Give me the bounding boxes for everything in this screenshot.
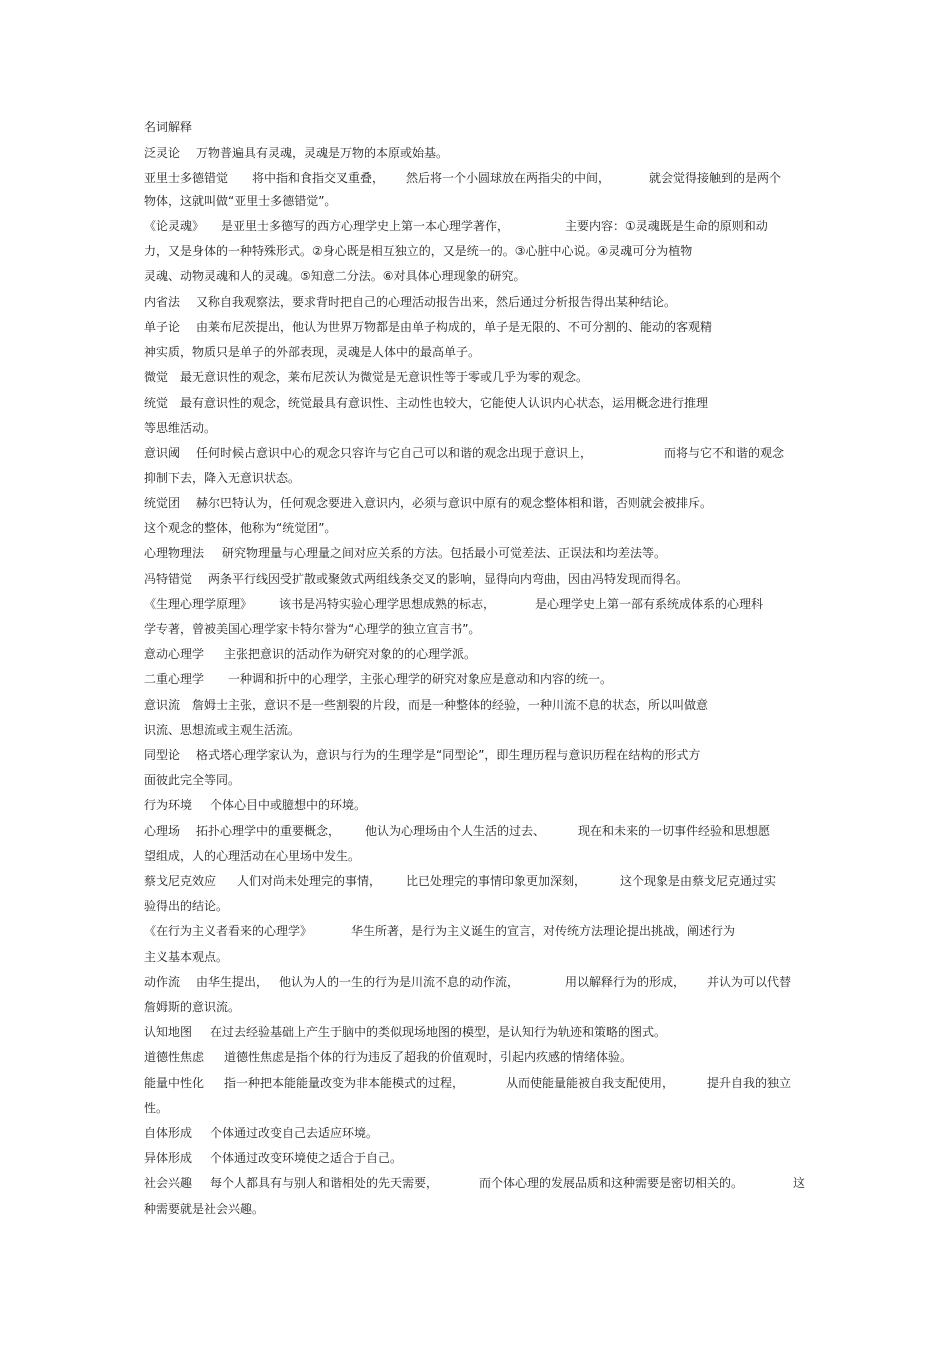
- entry-text: 而个体心理的发展品质和这种需要是密切相关的。: [479, 1176, 744, 1190]
- entry-line-daodexingjiaolv: [144, 1050, 814, 1064]
- section-heading: 名词解释: [144, 120, 193, 134]
- entry-line-xingweihuanjing: [144, 798, 814, 812]
- entry-text: 每个人都具有与别人和谐相处的先天需要，: [210, 1176, 439, 1190]
- entry-term: 识流、思想流或主观生活流。: [144, 723, 301, 737]
- entry-text: 在过去经验基础上产生于脑中的类似现场地图的模型，是认知行为轨迹和策略的图式。: [210, 1025, 667, 1039]
- entry-text: 詹姆士主张，意识不是一些割裂的片段，而是一种整体的经验，一种川流不息的状态，所以叫做意: [192, 698, 709, 712]
- entry-term: 微觉: [144, 370, 169, 384]
- entry-term: 主义基本观点。: [144, 950, 229, 964]
- entry-line-caigeniko-2: [144, 899, 814, 913]
- entry-line-nengliangzhongxinghua-1: [144, 1076, 814, 1090]
- entry-term: 詹姆斯的意识流。: [144, 1000, 241, 1014]
- entry-line-dongzuoliu-1: [144, 975, 814, 989]
- entry-line-tongjue-2: [144, 421, 814, 435]
- entry-term: 学专著，曾被美国心理学家卡特尔誉为“心理学的独立宣言书”。: [144, 622, 481, 636]
- entry-line-weijue: [144, 370, 814, 384]
- entry-line-danzilun-2: [144, 345, 814, 359]
- entry-line-lunlinghun-1: [144, 219, 814, 233]
- entry-text: 个体通过改变环境使之适合于自己。: [210, 1151, 403, 1165]
- entry-text: 两条平行线因受扩散或聚敛式两组线条交叉的影响，显得向内弯曲，因由冯特发现而得名。: [208, 572, 689, 586]
- entry-text: 他认为心理场由个人生活的过去、: [365, 824, 546, 838]
- entry-term: 行为环境: [144, 798, 193, 812]
- entry-term: 动作流: [144, 975, 181, 989]
- entry-term: 这个观念的整体，他称为“统觉团”。: [144, 521, 337, 535]
- entry-term: 冯特错觉: [144, 572, 193, 586]
- entry-line-xinlichang-2: [144, 849, 814, 863]
- entry-text: 这个现象是由蔡戈尼克通过实: [620, 874, 777, 888]
- entry-term: 望组成，人的心理活动在心里场中发生。: [144, 849, 361, 863]
- entry-text: 就会觉得接触到的是两个: [649, 171, 782, 185]
- entry-line-lunlinghun-3: [144, 269, 814, 283]
- entry-term: 意识阈: [144, 446, 181, 460]
- entry-text: 他认为人的一生的行为是川流不息的动作流，: [279, 975, 520, 989]
- entry-text: 研究物理量与心理量之间对应关系的方法。包括最小可觉差法、正误法和均差法等。: [222, 546, 667, 560]
- entry-text: 指一种把本能能量改变为非本能模式的过程，: [224, 1076, 465, 1090]
- entry-line-xinliwulifa: [144, 546, 814, 560]
- entry-line-tongjuetuan-2: [144, 521, 814, 535]
- entry-text: 万物普遍具有灵魂，灵魂是万物的本原或始基。: [196, 146, 449, 160]
- entry-text: 又称自我观察法，要求背时把自己的心理活动报告出来，然后通过分析报告得出某种结论。: [196, 295, 677, 309]
- entry-text: 主张把意识的活动作为研究对象的的心理学派。: [224, 647, 477, 661]
- entry-text: 华生所著，是行为主义诞生的宣言，对传统方法理论提出挑战，阐述行为: [351, 924, 736, 938]
- entry-term: 自体形成: [144, 1126, 193, 1140]
- entry-text: 比已处理完的事情印象更加深刻，: [406, 874, 587, 888]
- entry-text: 提升自我的独立: [707, 1076, 792, 1090]
- entry-term: 泛灵论: [144, 146, 181, 160]
- entry-line-lunlinghun-2: [144, 244, 814, 258]
- entry-term: 能量中性化: [144, 1076, 205, 1090]
- entry-line-tongxinglun-1: [144, 748, 814, 762]
- entry-line-shehuixingqu-1: [144, 1176, 814, 1190]
- entry-line-yishiyu-1: [144, 446, 814, 460]
- entry-line-tongxinglun-2: [144, 773, 814, 787]
- entry-text: 人们对尚未处理完的事情，: [237, 874, 382, 888]
- entry-text: 这: [793, 1176, 806, 1190]
- entry-term: 统觉团: [144, 496, 181, 510]
- entry-text: 任何时候占意识中心的观念只容许与它自己可以和谐的观念出现于意识上，: [196, 446, 593, 460]
- entry-text: 而将与它不和谐的观念: [664, 446, 785, 460]
- entry-term: 物体，这就叫做“亚里士多德错觉”。: [144, 194, 337, 208]
- entry-term: 神实质，物质只是单子的外部表现，灵魂是人体中的最高单子。: [144, 345, 481, 359]
- entry-text: 并认为可以代替: [707, 975, 792, 989]
- entry-text: 个体心目中或臆想中的环境。: [210, 798, 367, 812]
- entry-line-xinlichang-1: [144, 824, 814, 838]
- entry-text: 格式塔心理学家认为，意识与行为的生理学是“同型论”，即生理历程与意识历程在结构的形式方: [196, 748, 701, 762]
- entry-text: 一种调和折中的心理学，主张心理学的研究对象应是意动和内容的统一。: [228, 672, 613, 686]
- entry-term: 内省法: [144, 295, 181, 309]
- entry-text: 是心理学史上第一部有系统成体系的心理科: [535, 597, 764, 611]
- entry-term: 《生理心理学原理》: [144, 597, 253, 611]
- entry-term: 社会兴趣: [144, 1176, 193, 1190]
- entry-line-xingweizhuyi-1: [144, 924, 814, 938]
- entry-line-danzilun-1: [144, 320, 814, 334]
- entry-line-yalishiduode-2: [144, 194, 814, 208]
- entry-text: 从而使能量能被自我支配使用，: [506, 1076, 675, 1090]
- entry-line-erchongxinlixue: [144, 672, 814, 686]
- entry-line-yalishiduode-1: [144, 171, 814, 185]
- entry-term: 《论灵魂》: [144, 219, 205, 233]
- entry-term: 亚里士多德错觉: [144, 171, 229, 185]
- entry-line-yidongxinlixue: [144, 647, 814, 661]
- entry-line-yishiliu-1: [144, 698, 814, 712]
- entry-term: 心理物理法: [144, 546, 205, 560]
- entry-line-neixingfa: [144, 295, 814, 309]
- entry-term: 统觉: [144, 396, 169, 410]
- entry-term: 异体形成: [144, 1151, 193, 1165]
- entry-term: 意动心理学: [144, 647, 205, 661]
- entry-term: 心理场: [144, 824, 181, 838]
- entry-text: 将中指和食指交叉重叠，: [252, 171, 385, 185]
- entry-text: 然后将一个小圆球放在两指尖的中间，: [406, 171, 611, 185]
- entry-line-caigeniko-1: [144, 874, 814, 888]
- entry-text: 拓扑心理学中的重要概念，: [196, 824, 341, 838]
- entry-term: 二重心理学: [144, 672, 205, 686]
- entry-line-shenglixinli-2: [144, 622, 814, 636]
- entry-line-xingweizhuyi-2: [144, 950, 814, 964]
- entry-line-shehuixingqu-2: [144, 1202, 814, 1216]
- entry-term: 力，又是身体的一种特殊形式。②身心既是相互独立的，又是统一的。③心脏中心说。④灵魂可分为植物: [144, 244, 693, 258]
- entry-term: 认知地图: [144, 1025, 193, 1039]
- entry-text: 是亚里士多德写的西方心理学史上第一本心理学著作，: [221, 219, 510, 233]
- entry-term: 同型论: [144, 748, 181, 762]
- entry-term: 等思维活动。: [144, 421, 217, 435]
- entry-line-fengte-cuojue: [144, 572, 814, 586]
- entry-term: 意识流: [144, 698, 181, 712]
- entry-term: 蔡戈尼克效应: [144, 874, 217, 888]
- entry-text: 最无意识性的观念，莱布尼茨认为微觉是无意识性等于零或几乎为零的观念。: [180, 370, 589, 384]
- entry-line-yishiyu-2: [144, 471, 814, 485]
- entry-term: 道德性焦虑: [144, 1050, 205, 1064]
- entry-term: 抑制下去，降入无意识状态。: [144, 471, 301, 485]
- entry-term: 种需要就是社会兴趣。: [144, 1202, 265, 1216]
- entry-text: 赫尔巴特认为，任何观念要进入意识内，必须与意识中原有的观念整体相和谐，否则就会被排斥。: [196, 496, 713, 510]
- entry-term: 面彼此完全等同。: [144, 773, 241, 787]
- entry-term: 单子论: [144, 320, 181, 334]
- entry-line-zitixingcheng: [144, 1126, 814, 1140]
- entry-text: 主要内容：①灵魂既是生命的原则和动: [565, 219, 768, 233]
- entry-line-tongjue-1: [144, 396, 814, 410]
- entry-term: 灵魂、动物灵魂和人的灵魂。⑤知意二分法。⑥对具体心理现象的研究。: [144, 269, 526, 283]
- entry-line-tongjuetuan-1: [144, 496, 814, 510]
- entry-term: 《在行为主义者看来的心理学》: [144, 924, 313, 938]
- entry-line-yishiliu-2: [144, 723, 814, 737]
- entry-line-dongzuoliu-2: [144, 1000, 814, 1014]
- entry-text: 由华生提出，: [196, 975, 269, 989]
- entry-term: 验得出的结论。: [144, 899, 229, 913]
- entry-line-nengliangzhongxinghua-2: [144, 1101, 814, 1115]
- entry-line-renzhiditu: [144, 1025, 814, 1039]
- entry-term: 性。: [144, 1101, 169, 1115]
- entry-text: 个体通过改变自己去适应环境。: [210, 1126, 379, 1140]
- entry-text: 用以解释行为的形成，: [565, 975, 686, 989]
- entry-text: 现在和未来的一切事件经验和思想愿: [578, 824, 771, 838]
- entry-text: 道德性焦虑是指个体的行为违反了超我的价值观时，引起内疚感的情绪体验。: [224, 1050, 633, 1064]
- entry-line-shenglixinli-1: [144, 597, 814, 611]
- entry-text: 该书是冯特实验心理学思想成熟的标志，: [279, 597, 496, 611]
- entry-text: 由莱布尼茨提出，他认为世界万物都是由单子构成的，单子是无限的、不可分割的、能动的客观精: [196, 320, 713, 334]
- entry-line-yitixingcheng: [144, 1151, 814, 1165]
- entry-line-fanlinglun: [144, 146, 814, 160]
- entry-text: 最有意识性的观念，统觉最具有意识性、主动性也较大，它能使人认识内心状态，运用概念进行推理: [180, 396, 709, 410]
